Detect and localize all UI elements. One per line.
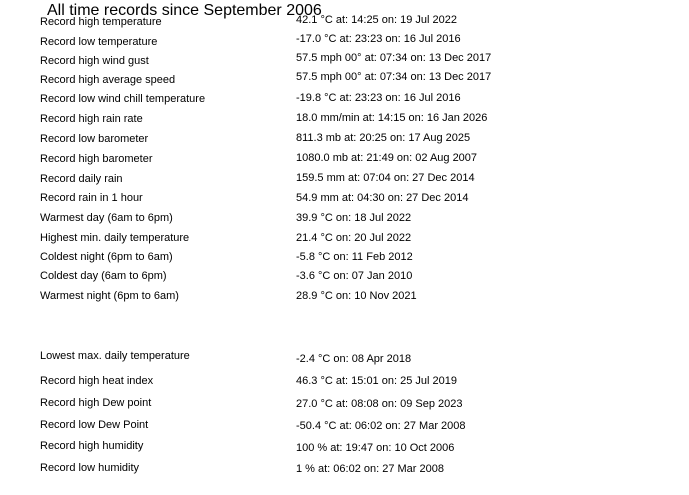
- record-value: 18.0 mm/min at: 14:15 on: 16 Jan 2026: [296, 112, 488, 124]
- record-label: Record daily rain: [40, 173, 123, 185]
- record-label: Record low barometer: [40, 133, 149, 145]
- record-value: -19.8 °C at: 23:23 on: 16 Jul 2016: [296, 92, 461, 104]
- record-label: Record rain in 1 hour: [40, 192, 143, 204]
- record-value: 811.3 mb at: 20:25 on: 17 Aug 2025: [296, 132, 471, 144]
- record-value: 57.5 mph 00° at: 07:34 on: 13 Dec 2017: [296, 52, 492, 64]
- record-label: Record high temperature: [40, 16, 162, 28]
- record-label: Record high humidity: [40, 440, 144, 452]
- record-value: 21.4 °C on: 20 Jul 2022: [296, 232, 412, 244]
- record-label: Record high wind gust: [40, 55, 149, 67]
- record-value: 1 % at: 06:02 on: 27 Mar 2008: [296, 463, 444, 475]
- record-value: 27.0 °C at: 08:08 on: 09 Sep 2023: [296, 398, 463, 410]
- record-value: -50.4 °C at: 06:02 on: 27 Mar 2008: [296, 420, 466, 432]
- record-value: 100 % at: 19:47 on: 10 Oct 2006: [296, 442, 455, 454]
- record-label: Record high Dew point: [40, 397, 152, 409]
- record-label: Record high barometer: [40, 153, 153, 165]
- record-label: Record high rain rate: [40, 113, 143, 125]
- record-label: Record low wind chill temperature: [40, 93, 206, 105]
- record-value: 54.9 mm at: 04:30 on: 27 Dec 2014: [296, 192, 469, 204]
- record-value: 39.9 °C on: 18 Jul 2022: [296, 212, 412, 224]
- record-value: 46.3 °C at: 15:01 on: 25 Jul 2019: [296, 375, 457, 387]
- record-value: 159.5 mm at: 07:04 on: 27 Dec 2014: [296, 172, 475, 184]
- record-label: Warmest day (6am to 6pm): [40, 212, 173, 224]
- record-label: Record low humidity: [40, 462, 140, 474]
- record-value: -3.6 °C on: 07 Jan 2010: [296, 270, 413, 282]
- record-value: 57.5 mph 00° at: 07:34 on: 13 Dec 2017: [296, 71, 492, 83]
- record-value: -5.8 °C on: 11 Feb 2012: [296, 251, 413, 263]
- page-title: All time records since September 2006: [47, 2, 322, 19]
- record-label: Record high average speed: [40, 74, 176, 86]
- record-value: 1080.0 mb at: 21:49 on: 02 Aug 2007: [296, 152, 478, 164]
- record-label: Coldest night (6pm to 6am): [40, 251, 173, 263]
- record-label: Coldest day (6am to 6pm): [40, 270, 167, 282]
- record-label: Highest min. daily temperature: [40, 232, 190, 244]
- record-value: 42.1 °C at: 14:25 on: 19 Jul 2022: [296, 14, 457, 26]
- record-value: -2.4 °C on: 08 Apr 2018: [296, 353, 412, 365]
- record-label: Record low Dew Point: [40, 419, 149, 431]
- record-label: Warmest night (6pm to 6am): [40, 290, 179, 302]
- record-label: Record low temperature: [40, 36, 158, 48]
- record-value: 28.9 °C on: 10 Nov 2021: [296, 290, 417, 302]
- record-label: Lowest max. daily temperature: [40, 350, 190, 362]
- record-value: -17.0 °C at: 23:23 on: 16 Jul 2016: [296, 33, 461, 45]
- record-label: Record high heat index: [40, 375, 154, 387]
